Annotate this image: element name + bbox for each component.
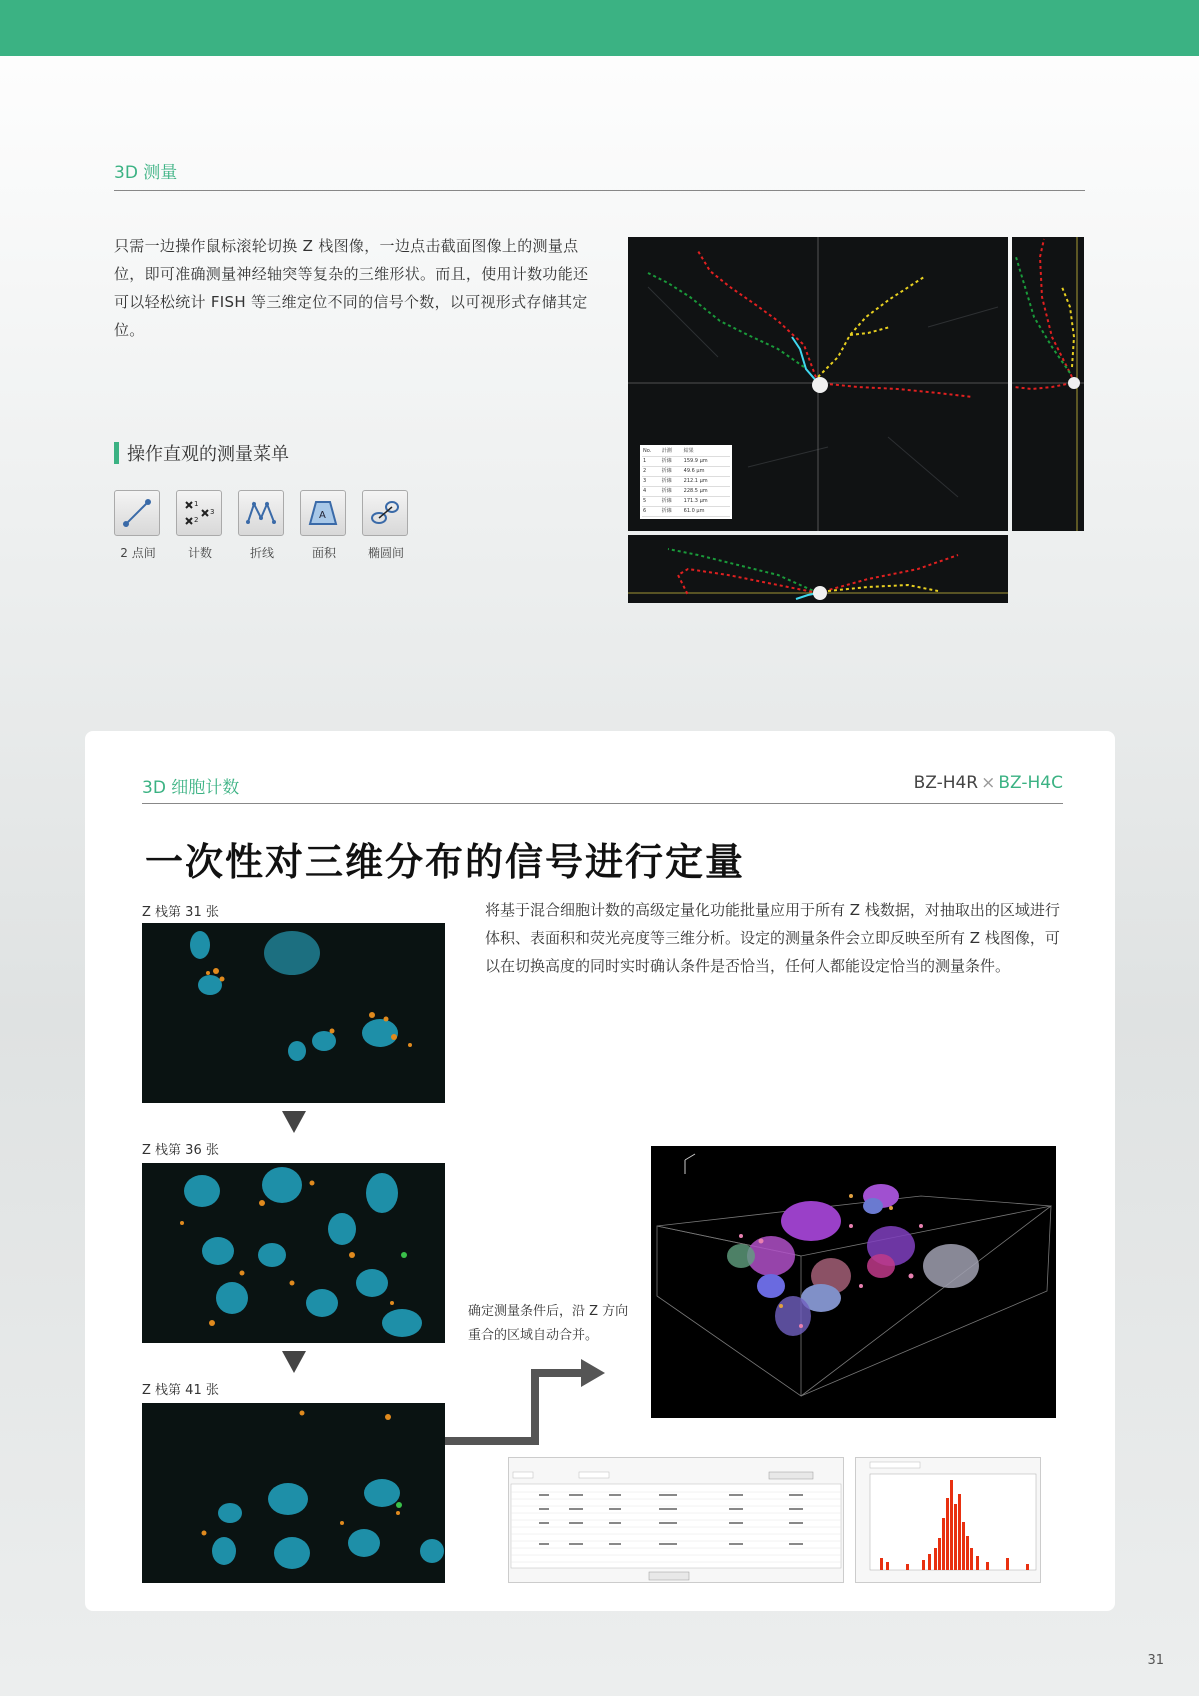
table-row (642, 477, 730, 487)
cell: 61.0 μm (683, 507, 730, 517)
menu-heading (114, 440, 289, 466)
svg-text:3: 3 (210, 508, 215, 516)
neuron-yz-image (1012, 237, 1084, 531)
measurement-table (640, 445, 732, 519)
cell: 49.6 μm (683, 467, 730, 477)
cell-count-card (85, 731, 1115, 1611)
section-divider (142, 803, 1063, 804)
cell: 171.3 μm (683, 497, 730, 507)
z-stack-41-label: Z 栈第 41 张 (142, 1383, 219, 1398)
cell: 228.5 μm (683, 487, 730, 497)
model-bz-h4c: BZ-H4C (998, 773, 1063, 793)
arrow-down-icon (282, 1111, 306, 1133)
cell: 折線 (661, 497, 683, 507)
svg-text:1: 1 (194, 500, 199, 508)
tool-area[interactable] (300, 490, 348, 561)
table-row (642, 507, 730, 517)
neuron-xz-image (628, 535, 1008, 603)
tool-two-point[interactable] (114, 490, 162, 561)
two-point-icon[interactable] (114, 490, 160, 536)
tool-count[interactable] (176, 490, 224, 561)
cell: 5 (642, 497, 661, 507)
svg-text:A: A (319, 510, 326, 521)
tool-polyline[interactable] (238, 490, 286, 561)
merge-note: 确定测量条件后，沿 Z 方向重合的区域自动合并。 (468, 1304, 629, 1343)
z-stack-36-label: Z 栈第 36 张 (142, 1143, 219, 1158)
cell: 折線 (661, 467, 683, 477)
page-number: 31 (1147, 1653, 1164, 1668)
section-title-3d-cell-count: 3D 细胞计数 (142, 778, 240, 798)
results-window-image (508, 1457, 844, 1583)
table-row (642, 497, 730, 507)
model-names (914, 773, 1063, 793)
description-paragraph: 将基于混合细胞计数的高级定量化功能批量应用于所有 Z 栈数据，对抽取出的区域进行体积、表面积和荧光亮度等三维分析。设定的测量条件会立即反映至所有 Z 栈图像，可以在切换高度的同时实时确认条件是否恰当，任何人都能设定恰当的测量条件。 (485, 901, 1060, 975)
table-row (642, 457, 730, 467)
tool-label: 面积 (311, 546, 336, 560)
count-icon[interactable] (176, 490, 222, 536)
polyline-icon[interactable] (238, 490, 284, 536)
cell: 折線 (661, 507, 683, 517)
top-accent-bar (0, 0, 1199, 56)
tool-ellipse[interactable] (362, 490, 410, 561)
cell: 1 (642, 457, 661, 467)
area-icon[interactable] (300, 490, 346, 536)
3d-volume-image (651, 1146, 1056, 1418)
cell: 4 (642, 487, 661, 497)
ellipse-icon[interactable] (362, 490, 408, 536)
cell: 折線 (661, 487, 683, 497)
tool-label: 椭圆间 (367, 546, 404, 560)
model-separator: × (981, 773, 996, 793)
z-stack-36-image (142, 1163, 445, 1343)
neuron-xy-image (628, 237, 1008, 531)
cell: 159.9 μm (683, 457, 730, 467)
cell: 212.1 μm (683, 477, 730, 487)
cell: 3 (642, 477, 661, 487)
intro-paragraph: 只需一边操作鼠标滚轮切换 Z 栈图像，一边点击截面图像上的测量点位，即可准确测量神经轴突等复杂的三维形状。而且，使用计数功能还可以轻松统计 FISH 等三维定位不同的信号个数，以可视形式存储其定位。 (114, 237, 589, 339)
tool-label: 计数 (187, 546, 212, 560)
headline: 一次性对三维分布的信号进行定量 (145, 839, 746, 884)
menu-heading-text: 操作直观的测量菜单 (127, 444, 289, 465)
tool-label: 2 点间 (120, 546, 156, 560)
cell: 6 (642, 507, 661, 517)
cell: 折線 (661, 457, 683, 467)
svg-text:2: 2 (194, 516, 199, 524)
section-title-3d-measurement: 3D 测量 (114, 163, 178, 183)
table-row (642, 467, 730, 477)
cell: 折線 (661, 477, 683, 487)
section-divider (114, 190, 1085, 191)
z-stack-31-image (142, 923, 445, 1103)
cell: 2 (642, 467, 661, 477)
heading-marker (114, 442, 119, 464)
arrow-down-icon (282, 1351, 306, 1373)
col-header: 結果 (683, 447, 730, 457)
col-header: 計測 (661, 447, 683, 457)
z-stack-41-image (142, 1403, 445, 1583)
col-header: No. (642, 447, 661, 457)
flow-arrow-icon (445, 1351, 615, 1451)
tool-label: 折线 (249, 546, 274, 560)
z-stack-31-label: Z 栈第 31 张 (142, 905, 219, 920)
model-bz-h4r: BZ-H4R (913, 773, 979, 793)
table-row (642, 487, 730, 497)
histogram-image (855, 1457, 1041, 1583)
